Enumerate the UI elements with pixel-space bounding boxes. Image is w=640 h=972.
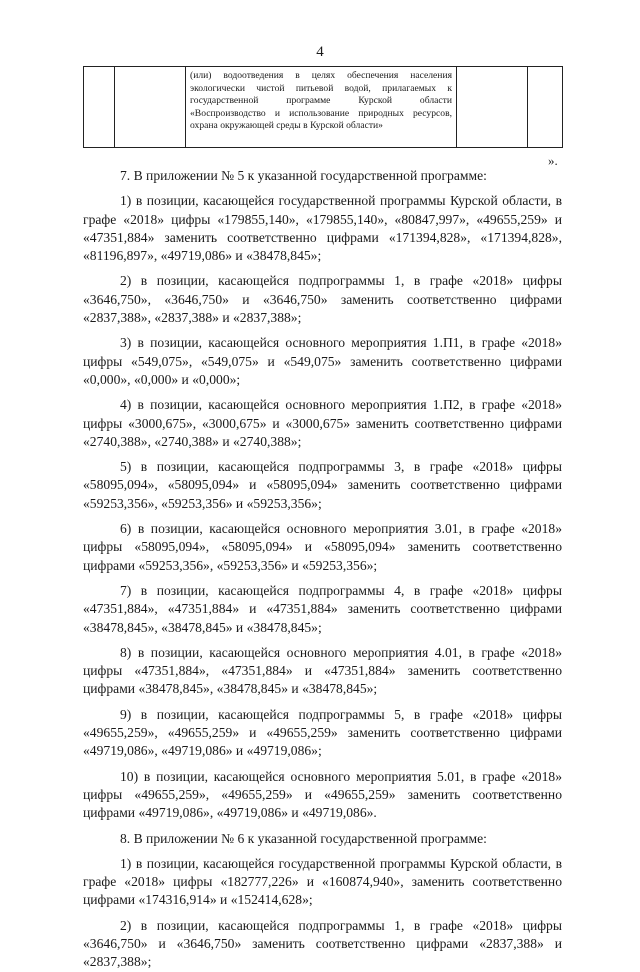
table-cell-value	[457, 67, 528, 148]
table-closing-quote: ».	[548, 153, 558, 168]
paragraph: 7. В приложении № 5 к указанной государственной программе:	[120, 168, 487, 183]
paragraph: 1) в позиции, касающейся государственной программы Курской области, в графе «2018» цифры «182777,226» и «160874,940», заменить соответственно цифрами «174316,914» и «152414,628»;	[83, 855, 562, 908]
paragraph: 2) в позиции, касающейся подпрограммы 1, в графе «2018» цифры «3646,750», «3646,750» и «3646,750» заменить соответственно цифрами «2837,388», «2837,388» и «2837,388»;	[83, 273, 562, 326]
table-cell-number	[84, 67, 115, 148]
table-row	[84, 67, 563, 148]
document-body	[83, 167, 562, 972]
paragraph: 5) в позиции, касающейся подпрограммы 3, в графе «2018» цифры «58095,094», «58095,094» и «58095,094» заменить соответственно цифрами «59253,356», «59253,356» и «59253,356»;	[83, 459, 562, 511]
table-cell-text: (или) водоотведения в целях обеспечения населения экологически чистой питьевой водой, прилагаемых к государственной программе Курской области «Воспроизводство и использование природных ресурсов, охрана окружающей среды в Курской области»	[190, 70, 452, 132]
table-cell-code	[115, 67, 186, 148]
paragraph: 4) в позиции, касающейся основного мероприятия 1.П2, в графе «2018» цифры «3000,675», «3000,675» и «3000,675» заменить соответственно цифрами «2740,388», «2740,388» и «2740,388»;	[83, 397, 562, 449]
paragraph: 3) в позиции, касающейся основного мероприятия 1.П1, в графе «2018» цифры «549,075», «549,075» и «549,075» заменить соответственно цифрами «0,000», «0,000» и «0,000»;	[83, 335, 562, 387]
paragraph: 6) в позиции, касающейся основного мероприятия 3.01, в графе «2018» цифры «58095,094», «58095,094» и «58095,094» заменить соответственно цифрами «59253,356», «59253,356» и «59253,356»;	[83, 521, 562, 573]
paragraph: 7) в позиции, касающейся подпрограммы 4, в графе «2018» цифры «47351,884», «47351,884» и «47351,884» заменить соответственно цифрами «38478,845», «38478,845» и «38478,845»;	[83, 582, 562, 635]
paragraph: 8. В приложении № 6 к указанной государственной программе:	[120, 830, 487, 846]
paragraph: 2) в позиции, касающейся подпрограммы 1, в графе «2018» цифры «3646,750» и «3646,750» заменить соответственно цифрами «2837,388» и «2837,388»;	[83, 917, 562, 970]
table-cell-extra	[528, 67, 563, 148]
program-table-fragment	[83, 66, 563, 148]
paragraph: 10) в позиции, касающейся основного мероприятия 5.01, в графе «2018» цифры «49655,259», «49655,259» и «49655,259» заменить соответственно цифрами «49719,086», «49719,086» и «49719,086».	[83, 768, 562, 821]
table-cell-description	[186, 67, 457, 148]
page-number: 4	[316, 44, 324, 60]
paragraph: 8) в позиции, касающейся основного мероприятия 4.01, в графе «2018» цифры «47351,884», «47351,884» и «47351,884» заменить соответственно цифрами «38478,845», «38478,845» и «38478,845»;	[83, 644, 562, 697]
paragraph: 1) в позиции, касающейся государственной программы Курской области, в графе «2018» цифры «179855,140», «179855,140», «80847,997», «49655,259» и «47351,884» заменить соответственно цифрами «171394,828», «171394,828», «81196,897», «49719,086» и «38478,845»;	[83, 193, 562, 264]
paragraph: 9) в позиции, касающейся подпрограммы 5, в графе «2018» цифры «49655,259», «49655,259» и «49655,259» заменить соответственно цифрами «49719,086», «49719,086» и «49719,086»;	[83, 706, 562, 759]
